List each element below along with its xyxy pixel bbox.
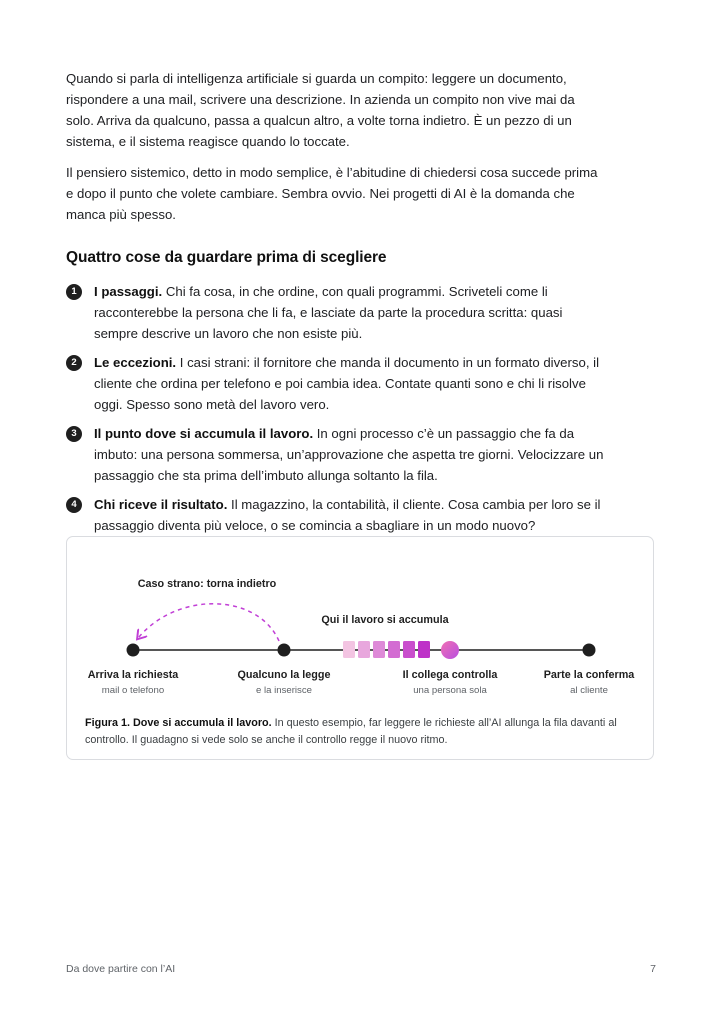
queue-square [403, 641, 415, 658]
number-badge: 4 [66, 497, 82, 513]
loop-label: Caso strano: torna indietro [137, 578, 277, 590]
stage-name: Qualcuno la legge [237, 669, 331, 681]
return-loop-arrow [139, 604, 279, 641]
queue-square [343, 641, 355, 658]
stage-sub: mail o telefono [101, 685, 165, 696]
list-item [66, 352, 606, 415]
item-title: Il punto dove si accumula il lavoro. [94, 426, 314, 441]
process-diagram [67, 537, 655, 712]
number-badge: 2 [66, 355, 82, 371]
stage-sub: al cliente [570, 685, 608, 696]
caption-title: Figura 1. Dove si accumula il lavoro. [85, 717, 272, 729]
stage-node [583, 644, 596, 657]
figure-panel [66, 536, 654, 760]
stage-sub: e la inserisce [256, 685, 312, 696]
stage-name: Parte la conferma [543, 669, 635, 681]
figure-caption [85, 715, 645, 749]
section-heading: Quattro cose da guardare prima di scegliere [66, 249, 387, 266]
item-title: Chi riceve il risultato. [94, 497, 228, 512]
number-badge: 3 [66, 426, 82, 442]
footer-document-title: Da dove partire con l’AI [66, 963, 176, 975]
bottleneck-node [441, 641, 459, 659]
page-number: 7 [650, 963, 656, 975]
intro-paragraph-1: Quando si parla di intelligenza artificiale si guarda un compito: leggere un documento, rispondere a una mail, scrivere una descrizione. In azienda un compito non vive mai da solo. Arriva da qualcuno, passa a qualcun altro, a volte torna indietro. È un pezzo di un sistema, e il sistema reagisce quando lo toccate. [66, 71, 575, 149]
item-text: Il magazzino, la contabilità, il cliente. Cosa cambia per loro se il passaggio diventa più veloce, o se comincia a sbagliare in un modo nuovo? [94, 497, 601, 533]
list-item [66, 494, 606, 536]
list-item [66, 423, 606, 486]
queue-square [358, 641, 370, 658]
item-text: I casi strani: il fornitore che manda il documento in un formato diverso, il cliente che ordina per telefono e poi cambia idea. Contate quanti sono e chi li risolve oggi. Spesso sono metà del lavoro vero. [94, 355, 600, 412]
stage-node [278, 644, 291, 657]
page-content [66, 68, 606, 544]
list-item [66, 281, 606, 344]
stage-name: Il collega controlla [402, 669, 498, 681]
queue-label: Qui il lavoro si accumula [321, 614, 449, 626]
intro-paragraph-2: Il pensiero sistemico, detto in modo semplice, è l’abitudine di chiedersi cosa succede prima e dopo il punto che volete cambiare. Sembra ovvio. Nei progetti di AI è la domanda che manca più spesso. [66, 165, 598, 222]
item-text: Chi fa cosa, in che ordine, con quali programmi. Scriveteli come li racconterebbe la persona che li fa, e lasciate da parte la procedura scritta: quasi sempre descrive un lavoro che non esiste più. [94, 284, 563, 341]
queue-square [373, 641, 385, 658]
stage-sub: una persona sola [413, 685, 487, 696]
number-badge: 1 [66, 284, 82, 300]
queue-square [418, 641, 430, 658]
stage-name: Arriva la richiesta [87, 669, 179, 681]
queue-square [388, 641, 400, 658]
item-title: I passaggi. [94, 284, 163, 299]
caption-text: In questo esempio, far leggere le richieste all’AI allunga la fila davanti al controllo. Il guadagno si vede solo se anche il controllo regge il nuovo ritmo. [85, 717, 617, 746]
item-title: Le eccezioni. [94, 355, 177, 370]
stage-node [127, 644, 140, 657]
item-text: In ogni processo c’è un passaggio che fa da imbuto: una persona sommersa, un’approvazione che aspetta tre giorni. Velocizzare un passaggio che sta prima dell’imbuto allunga soltanto la fila. [94, 426, 604, 483]
